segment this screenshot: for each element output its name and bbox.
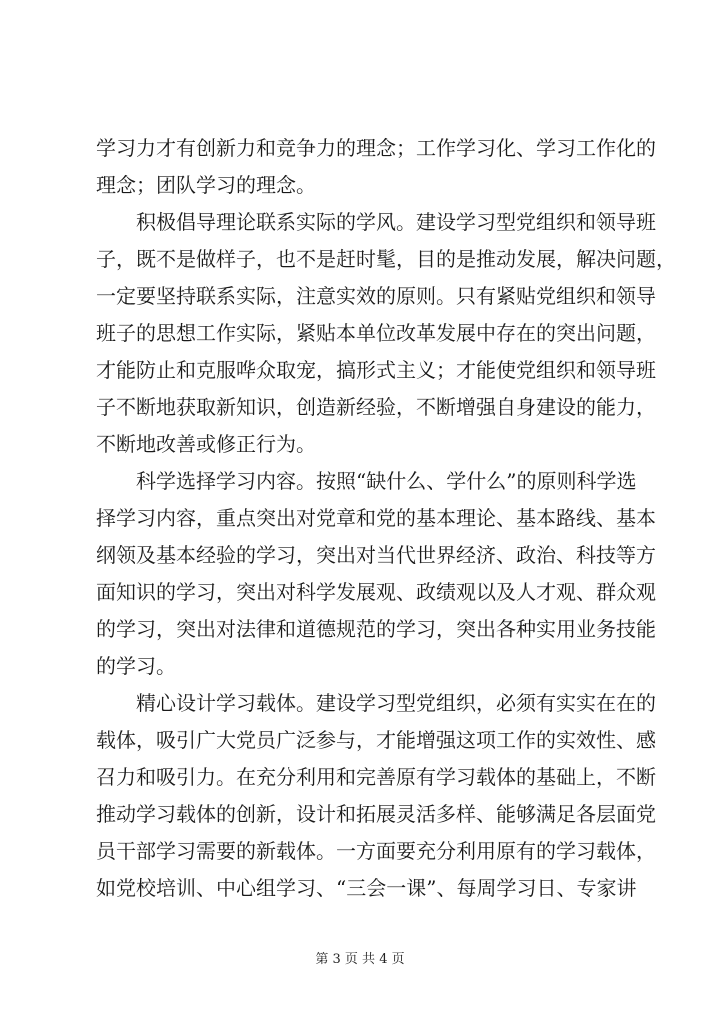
text-line: 载体，吸引广大党员广泛参与，才能增强这项工作的实效性、感 — [96, 728, 656, 752]
text-line: 择学习内容，重点突出对党章和党的基本理论、基本路线、基本 — [96, 506, 656, 530]
paragraph-first-line: 精心设计学习载体。建设学习型党组织，必须有实实在在的 — [136, 691, 656, 715]
text-line: 纲领及基本经验的学习，突出对当代世界经济、政治、科技等方 — [96, 543, 656, 567]
text-line: 召力和吸引力。在充分利用和完善原有学习载体的基础上，不断 — [96, 765, 656, 789]
text-line: 学习力才有创新力和竞争力的理念；工作学习化、学习工作化的 — [96, 136, 656, 160]
page-number-footer: 第 3 页 共 4 页 — [315, 952, 405, 967]
text-line: 子，既不是做样子，也不是赶时髦，目的是推动发展，解决问题， — [96, 247, 676, 271]
text-line: 理念；团队学习的理念。 — [96, 173, 316, 197]
text-line: 不断地改善或修正行为。 — [96, 432, 316, 456]
text-line: 一定要坚持联系实际，注意实效的原则。只有紧贴党组织和领导 — [96, 284, 656, 308]
paragraph-first-line: 积极倡导理论联系实际的学风。建设学习型党组织和领导班 — [136, 210, 656, 234]
text-line: 如党校培训、中心组学习、“三会一课”、每周学习日、专家讲 — [96, 876, 637, 900]
paragraph-first-line: 科学选择学习内容。按照“缺什么、学什么”的原则科学选 — [136, 469, 637, 493]
text-line: 班子的思想工作实际，紧贴本单位改革发展中存在的突出问题， — [96, 321, 656, 345]
text-line: 才能防止和克服哗众取宠，搞形式主义；才能使党组织和领导班 — [96, 358, 656, 382]
text-line: 员干部学习需要的新载体。一方面要充分利用原有的学习载体， — [96, 839, 656, 863]
text-line: 的学习，突出对法律和道德规范的学习，突出各种实用业务技能 — [96, 617, 656, 641]
text-line: 的学习。 — [96, 654, 176, 678]
text-line: 面知识的学习，突出对科学发展观、政绩观以及人才观、群众观 — [96, 580, 656, 604]
text-line: 推动学习载体的创新，设计和拓展灵活多样、能够满足各层面党 — [96, 802, 656, 826]
text-line: 子不断地获取新知识，创造新经验，不断增强自身建设的能力， — [96, 395, 656, 419]
